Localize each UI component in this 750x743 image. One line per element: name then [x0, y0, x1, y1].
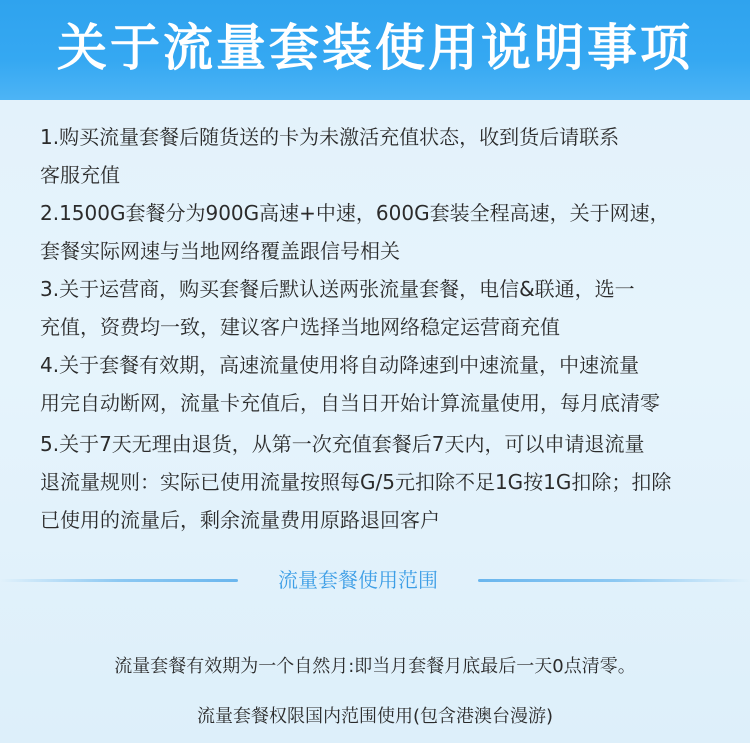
header-banner	[0, 0, 750, 100]
rule-line: 已使用的流量后，剩余流量费用原路退回客户	[40, 508, 440, 532]
scope-validity-text: 流量套餐有效期为一个自然月:即当月套餐月底最后一天0点清零。	[114, 656, 636, 677]
section-heading: 流量套餐使用范围	[278, 568, 438, 592]
rule-line: 3.关于运营商，购买套餐后默认送两张流量套餐，电信&联通，选一	[40, 277, 635, 301]
rules-list	[40, 118, 740, 539]
page-title: 关于流量套装使用说明事项	[57, 19, 693, 77]
rule-line: 退流量规则：实际已使用流量按照每G/5元扣除不足1G按1G扣除；扣除	[40, 470, 672, 494]
rule-item-2	[40, 194, 740, 270]
scope-region-text: 流量套餐权限国内范围使用(包含港澳台漫游)	[196, 706, 554, 727]
rule-line: 套餐实际网速与当地网络覆盖跟信号相关	[40, 239, 400, 263]
rule-line: 5.关于7天无理由退货，从第一次充值套餐后7天内，可以申请退流量	[40, 432, 645, 456]
rule-item-3	[40, 270, 740, 346]
rule-line: 用完自动断网，流量卡充值后，自当日开始计算流量使用，每月底清零	[40, 391, 660, 415]
rule-line: 4.关于套餐有效期，高速流量使用将自动降速到中速流量，中速流量	[40, 353, 640, 377]
section-divider	[0, 563, 750, 597]
rule-item-4	[40, 346, 740, 422]
rule-line: 客服充值	[40, 163, 120, 187]
rule-item-1	[40, 118, 740, 194]
content-panel	[0, 100, 750, 743]
rule-line: 1.购买流量套餐后随货送的卡为未激活充值状态，收到货后请联系	[40, 125, 620, 149]
divider-line-left	[0, 579, 238, 582]
rule-line: 2.1500G套餐分为900G高速+中速，600G套装全程高速，关于网速，	[40, 201, 670, 225]
rule-line: 充值，资费均一致，建议客户选择当地网络稳定运营商充值	[40, 315, 560, 339]
divider-line-right	[478, 579, 750, 582]
rule-item-5	[40, 425, 740, 539]
